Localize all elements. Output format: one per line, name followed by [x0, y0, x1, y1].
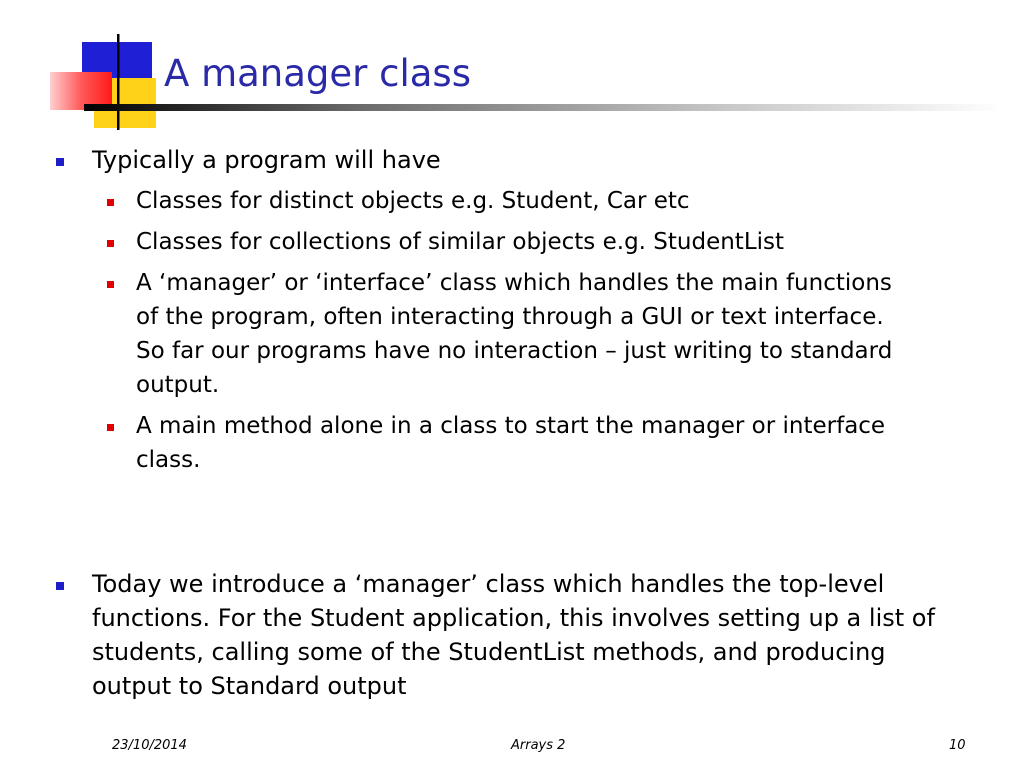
sub-bullet-text: Classes for distinct objects e.g. Student, Car etc	[136, 188, 690, 214]
sub-bullet-text-line: of the program, often interacting through a GUI or text interface.	[136, 304, 884, 330]
sub-bullet-text-line: output.	[136, 372, 220, 398]
sub-bullet-text-line: So far our programs have no interaction – just writing to standard	[136, 338, 893, 364]
footer-date: 23/10/2014	[112, 738, 187, 753]
bullet-text-line: output to Standard output	[92, 672, 407, 700]
sub-bullet-text-line: A main method alone in a class to start the manager or interface	[136, 413, 886, 439]
sub-bullet-marker	[107, 240, 114, 247]
bullet-text-line: functions. For the Student application, this involves setting up a list of	[92, 604, 935, 632]
sub-bullet-text: Classes for collections of similar objects e.g. StudentList	[136, 229, 785, 255]
footer-page-number: 10	[949, 738, 966, 753]
bullet-marker	[56, 582, 64, 590]
sub-bullet-marker	[107, 424, 114, 431]
title-underline	[84, 104, 1004, 111]
sub-bullet-marker	[107, 199, 114, 206]
sub-bullet-text-line: class.	[136, 447, 201, 473]
bullet-text-line: Today we introduce a ‘manager’ class which handles the top-level	[92, 570, 885, 598]
logo-vertical-line	[117, 34, 120, 130]
footer-title: Arrays 2	[511, 738, 566, 753]
bullet-text: Typically a program will have	[92, 146, 441, 174]
bullet-marker	[56, 158, 64, 166]
sub-bullet-text-line: A ‘manager’ or ‘interface’ class which handles the main functions	[136, 270, 892, 296]
slide-title: A manager class	[164, 52, 471, 95]
bullet-text-line: students, calling some of the StudentList methods, and producing	[92, 638, 886, 666]
slide-logo-decoration	[0, 0, 170, 140]
sub-bullet-marker	[107, 281, 114, 288]
